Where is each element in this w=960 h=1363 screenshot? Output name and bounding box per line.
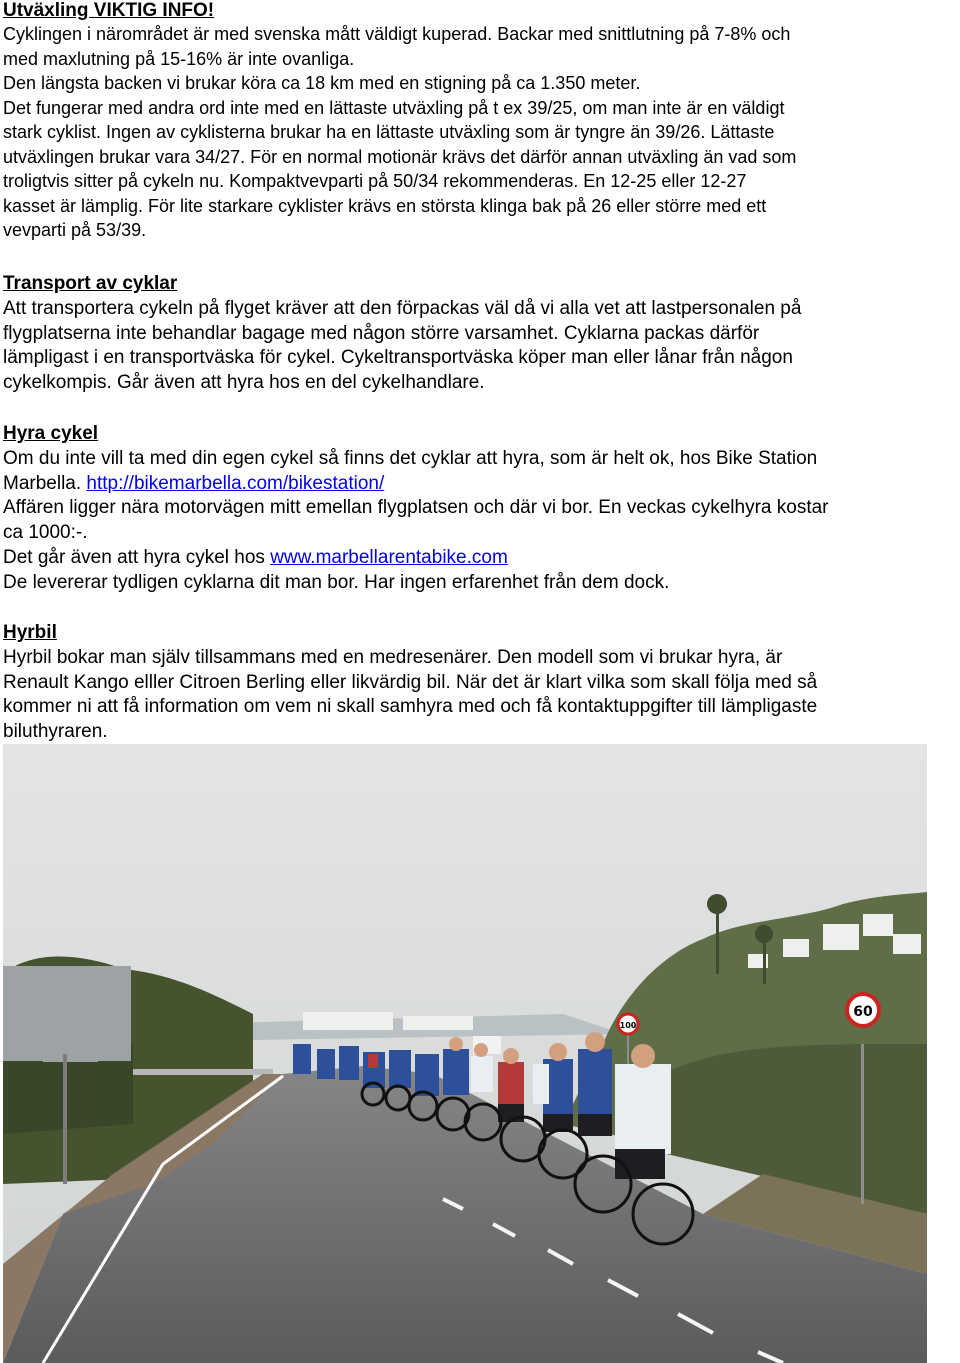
paragraph-line: Det fungerar med andra ord inte med en lättaste utväxling på t ex 39/25, om man inte är en väldigt — [3, 97, 785, 118]
guard-rail-left — [133, 1069, 273, 1075]
paragraph-line: Om du inte vill ta med din egen cykel så finns det cyklar att hyra, som är helt ok, hos Bike Station — [3, 447, 818, 469]
paragraph-line: Cyklingen i närområdet är med svenska mått väldigt kuperad. Backar med snittlutning på 7-8% och — [3, 24, 791, 44]
paragraph-line: ca 1000:-. — [3, 522, 88, 544]
paragraph-line: stark cyklist. Ingen av cyklisterna brukar ha en lättaste utväxling som är tyngre än 39/26. Lättaste — [3, 122, 775, 142]
paragraph-line: med maxlutning på 15-16% är inte ovanliga. — [3, 48, 355, 69]
cycling-group-photo — [3, 744, 927, 1363]
heading-hyrbil: Hyrbil — [3, 622, 57, 643]
paragraph-line: kommer ni att få information om vem ni skall samhyra med och få kontaktuppgifter till lämpligaste — [3, 696, 818, 718]
heading-transport: Transport av cyklar — [3, 273, 178, 294]
photo-illustration — [3, 744, 927, 1363]
marbellarentabike-link[interactable]: www.marbellarentabike.com — [270, 546, 508, 568]
paragraph-line: Affären ligger nära motorvägen mitt emellan flygplatsen och där vi bor. En veckas cykelhyra kostar — [3, 497, 829, 519]
heading-utvaxling: Utväxling VIKTIG INFO! — [3, 0, 215, 21]
paragraph-line — [3, 546, 958, 571]
paragraph-line: flygplatserna inte behandlar bagage med någon större varsamhet. Cyklarna packas därför — [3, 322, 760, 344]
paragraph-line: vevparti på 53/39. — [3, 220, 147, 240]
paragraph-line: Renault Kango elller Citroen Berling eller likvärdig bil. När det är klart vilka som skall följa med så — [3, 671, 818, 693]
bikestation-link[interactable]: http://bikemarbella.com/bikestation/ — [86, 472, 385, 494]
section-utvaxling — [3, 0, 958, 243]
paragraph-line: utväxlingen brukar vara 34/27. För en normal motionär krävs det därför annan utväxling än vad som — [3, 146, 797, 167]
paragraph-line: kasset är lämplig. För lite starkare cyklister krävs en största klinga bak på 26 eller större med ett — [3, 195, 767, 216]
section-hyra-cykel — [3, 422, 958, 596]
paragraph-line: troligtvis sitter på cykeln nu. Kompaktvevparti på 50/34 rekommenderas. En 12-25 eller 12-27 — [3, 171, 747, 191]
paragraph-text: Det går även att hyra cykel hos — [3, 546, 271, 568]
sign-60-text: 60 — [853, 1004, 873, 1020]
paragraph-line: De levererar tydligen cyklarna dit man bor. Har ingen erfarenhet från dem dock. — [3, 571, 670, 593]
paragraph-line: lämpligast i en transportväska för cykel. Cykeltransportväska köper man eller lånar från någon — [3, 347, 793, 369]
paragraph-line: Hyrbil bokar man själv tillsammans med en medresenärer. Den modell som vi brukar hyra, är — [3, 646, 783, 668]
heading-hyra-cykel: Hyra cykel — [3, 423, 99, 444]
paragraph-text: Marbella. — [3, 472, 87, 494]
paragraph-line: cykelkompis. Går även att hyra hos en del cykelhandlare. — [3, 372, 485, 394]
paragraph-line: Den längsta backen vi brukar köra ca 18 km med en stigning på ca 1.350 meter. — [3, 73, 641, 93]
section-transport — [3, 272, 958, 396]
section-hyrbil — [3, 621, 958, 745]
sign-100-text: 100 — [619, 1021, 637, 1030]
paragraph-line — [3, 472, 958, 497]
paragraph-line: biluthyraren. — [3, 721, 108, 743]
paragraph-line: Att transportera cykeln på flyget kräver att den förpackas väl då vi alla vet att lastpersonalen på — [3, 297, 802, 319]
